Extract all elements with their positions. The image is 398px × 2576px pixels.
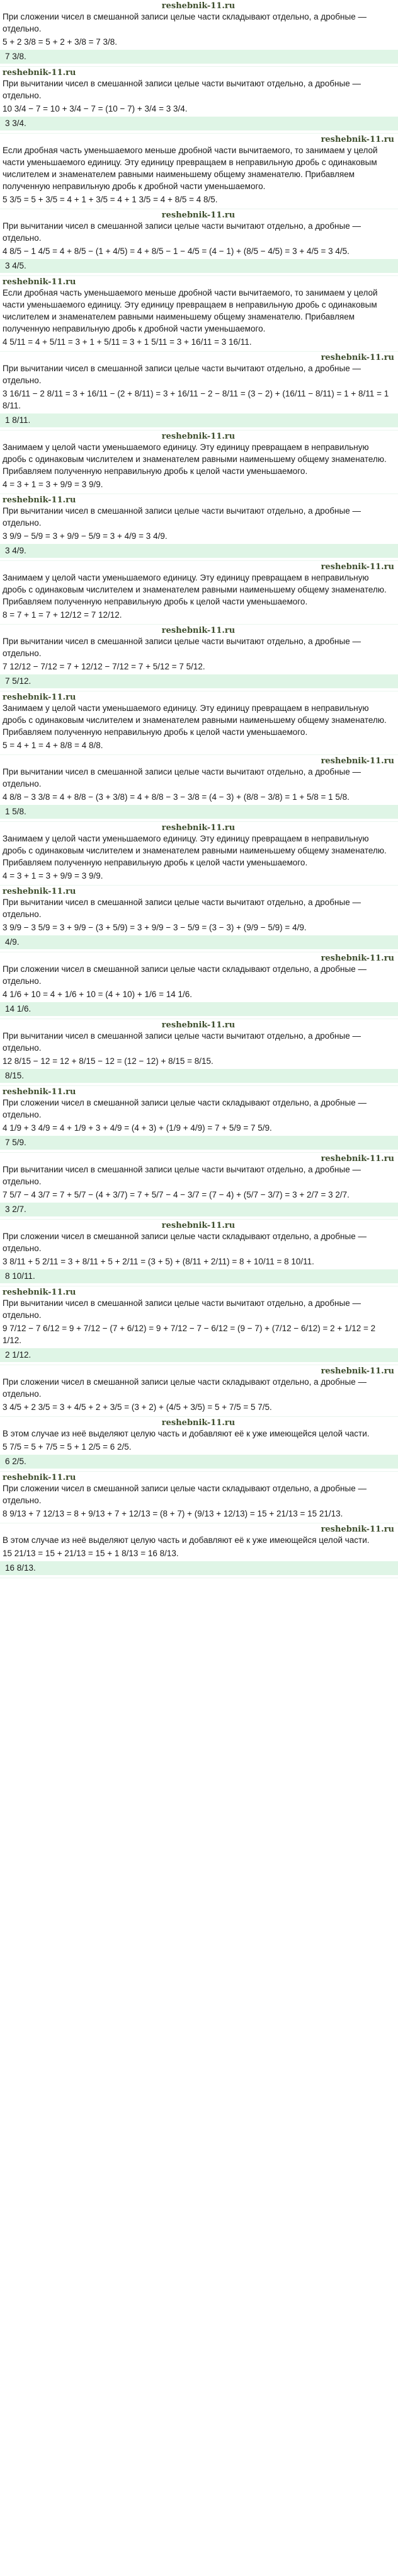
answer: 14 1/6. [0, 1002, 398, 1016]
solution-block [0, 886, 398, 952]
watermark: reshebnik-11.ru [3, 68, 76, 78]
answer: 3 4/9. [0, 544, 398, 558]
solution-block [0, 209, 398, 276]
watermark: reshebnik-11.ru [3, 1288, 76, 1297]
math-expression: 3 9/9 − 3 5/9 = 3 + 9/9 − (3 + 5/9) = 3 + 9/9 − 3 − 5/9 = (3 − 3) + (9/9 − 5/9) = 4/9. [3, 923, 307, 932]
watermark: reshebnik-11.ru [161, 823, 236, 833]
watermark: reshebnik-11.ru [161, 626, 236, 635]
explanation-text: В этом случае из неё выделяют целую часть и добавляют её к уже имеющейся целой части. [3, 1535, 370, 1545]
explanation-text: При сложении чисел в смешанной записи целые части складывают отдельно, а дробные — отдельно. [3, 964, 367, 986]
watermark: reshebnik-11.ru [161, 1020, 236, 1030]
explanation-text: Занимаем у целой части уменьшаемого единицу. Эту единицу превращаем в неправильную дробь с одинаковым числителем и знаменателем равными наименьшему общему знаменателю. Прибавляем полученную неправильную дробь к целой части уменьшаемого. [3, 703, 387, 737]
answer: 7 5/12. [0, 674, 398, 688]
solution-block [0, 134, 398, 209]
math-expression: 4 5/11 = 4 + 5/11 = 3 + 1 + 5/11 = 3 + 1 5/11 = 3 + 16/11 = 3 16/11. [3, 337, 252, 347]
math-expression: 8 = 7 + 1 = 7 + 12/12 = 7 12/12. [3, 610, 122, 620]
explanation-text: При вычитании чисел в смешанной записи целые части вычитают отдельно, а дробные — отдельно. [3, 221, 361, 243]
answer: 1 5/8. [0, 805, 398, 819]
explanation-text: При сложении чисел в смешанной записи целые части складывают отдельно, а дробные — отдельно. [3, 1484, 367, 1505]
math-expression: 3 4/5 + 2 3/5 = 3 + 4/5 + 2 + 3/5 = (3 + 2) + (4/5 + 3/5) = 5 + 7/5 = 5 7/5. [3, 1402, 272, 1412]
explanation-text: При вычитании чисел в смешанной записи целые части вычитают отдельно, а дробные — отдельно. [3, 1298, 361, 1320]
explanation-text: При вычитании чисел в смешанной записи целые части вычитают отдельно, а дробные — отдельно. [3, 79, 361, 100]
math-expression: 12 8/15 − 12 = 12 + 8/15 − 12 = (12 − 12) + 8/15 = 8/15. [3, 1056, 213, 1066]
solution-block [0, 755, 398, 822]
solution-block [0, 430, 398, 494]
explanation-text: В этом случае из неё выделяют целую часть и добавляют её к уже имеющейся целой части. [3, 1429, 370, 1438]
solution-block [0, 625, 398, 691]
explanation-text: При вычитании чисел в смешанной записи целые части вычитают отдельно, а дробные — отдельно. [3, 506, 361, 528]
watermark: reshebnik-11.ru [3, 693, 76, 702]
math-expression: 8 9/13 + 7 12/13 = 8 + 9/13 + 7 + 12/13 = (8 + 7) + (9/13 + 12/13) = 15 + 21/13 = 15 21/13. [3, 1509, 343, 1518]
solution-block [0, 352, 398, 430]
explanation-text: При сложении чисел в смешанной записи целые части складывают отдельно, а дробные — отдельно. [3, 1098, 367, 1119]
math-expression: 4 = 3 + 1 = 3 + 9/9 = 3 9/9. [3, 871, 103, 881]
answer: 8/15. [0, 1069, 398, 1083]
watermark: reshebnik-11.ru [3, 887, 76, 896]
watermark: reshebnik-11.ru [321, 135, 394, 144]
answer: 3 3/4. [0, 117, 398, 130]
solution-block [0, 822, 398, 886]
watermark: reshebnik-11.ru [161, 1221, 236, 1230]
math-expression: 3 16/11 − 2 8/11 = 3 + 16/11 − (2 + 8/11) = 3 + 16/11 − 2 − 8/11 = (3 − 2) + (16/11 − 8/11) = 1 + 8/11 = 1 8/11. [3, 389, 389, 410]
watermark: reshebnik-11.ru [321, 1154, 394, 1164]
solution-block [0, 1086, 398, 1153]
answer: 1 8/11. [0, 413, 398, 427]
watermark: reshebnik-11.ru [3, 1473, 76, 1482]
explanation-text: При сложении чисел в смешанной записи целые части складывают отдельно, а дробные — отдельно. [3, 1377, 367, 1399]
watermark: reshebnik-11.ru [321, 1366, 394, 1376]
explanation-text: При вычитании чисел в смешанной записи целые части вычитают отдельно, а дробные — отдельно. [3, 898, 361, 919]
solution-block [0, 952, 398, 1019]
answer: 16 8/13. [0, 1561, 398, 1575]
solution-block [0, 276, 398, 352]
watermark: reshebnik-11.ru [321, 353, 394, 362]
solution-block [0, 1523, 398, 1578]
watermark: reshebnik-11.ru [321, 756, 394, 766]
answer: 3 4/5. [0, 259, 398, 273]
solution-block [0, 691, 398, 755]
answer: 7 3/8. [0, 50, 398, 64]
explanation-text: Занимаем у целой части уменьшаемого единицу. Эту единицу превращаем в неправильную дробь с одинаковым числителем и знаменателем равными наименьшему общему знаменателю. Прибавляем полученную неправильную дробь к целой части уменьшаемого. [3, 834, 387, 867]
answer: 4/9. [0, 935, 398, 949]
solution-block [0, 1019, 398, 1086]
explanation-text: При вычитании чисел в смешанной записи целые части вычитают отдельно, а дробные — отдельно. [3, 767, 361, 788]
solution-block [0, 1286, 398, 1365]
explanation-text: При сложении чисел в смешанной записи целые части складывают отдельно, а дробные — отдельно. [3, 1232, 367, 1253]
explanation-text: Если дробная часть уменьшаемого меньше дробной части вычитаемого, то занимаем у целой части уменьшаемого единицу. Эту единицу превращаем в неправильную дробь с одинаковым числителем и знаменателем равными наименьшему общему знаменателю. Прибавляем полученную неправильную дробь к дробной части уменьшаемого. [3, 146, 378, 191]
answer: 7 5/9. [0, 1136, 398, 1150]
watermark: reshebnik-11.ru [161, 211, 236, 220]
math-expression: 10 3/4 − 7 = 10 + 3/4 − 7 = (10 − 7) + 3/4 = 3 3/4. [3, 104, 188, 113]
solution-block [0, 67, 398, 134]
watermark: reshebnik-11.ru [321, 1525, 394, 1534]
watermark: reshebnik-11.ru [3, 495, 76, 505]
solution-block [0, 0, 398, 67]
answer: 6 2/5. [0, 1455, 398, 1469]
answer: 2 1/12. [0, 1348, 398, 1362]
explanation-text: При вычитании чисел в смешанной записи целые части вычитают отдельно, а дробные — отдельно. [3, 1031, 361, 1053]
math-expression: 5 7/5 = 5 + 7/5 = 5 + 1 2/5 = 6 2/5. [3, 1442, 132, 1452]
watermark: reshebnik-11.ru [161, 1418, 236, 1428]
math-expression: 4 = 3 + 1 = 3 + 9/9 = 3 9/9. [3, 480, 103, 489]
explanation-text: При вычитании чисел в смешанной записи целые части вычитают отдельно, а дробные — отдельно. [3, 364, 361, 385]
math-expression: 9 7/12 − 7 6/12 = 9 + 7/12 − (7 + 6/12) = 9 + 7/12 − 7 − 6/12 = (9 − 7) + (7/12 − 6/12) = 2 + 1/12 = 2 1/12. [3, 1324, 376, 1345]
explanation-text: Занимаем у целой части уменьшаемого единицу. Эту единицу превращаем в неправильную дробь с одинаковым числителем и знаменателем равными наименьшему общему знаменателю. Прибавляем полученную неправильную дробь к целой части уменьшаемого. [3, 442, 387, 476]
math-expression: 4 8/5 − 1 4/5 = 4 + 8/5 − (1 + 4/5) = 4 + 8/5 − 1 − 4/5 = (4 − 1) + (8/5 − 4/5) = 3 + 4/5 = 3 4/5. [3, 246, 350, 256]
watermark: reshebnik-11.ru [321, 562, 394, 572]
math-expression: 5 + 2 3/8 = 5 + 2 + 3/8 = 7 3/8. [3, 37, 118, 47]
explanation-text: При вычитании чисел в смешанной записи целые части вычитают отдельно, а дробные — отдельно. [3, 637, 361, 658]
explanation-text: При сложении чисел в смешанной записи целые части складывают отдельно, а дробные — отдельно. [3, 12, 367, 33]
math-expression: 5 3/5 = 5 + 3/5 = 4 + 1 + 3/5 = 4 + 1 3/5 = 4 + 8/5 = 4 8/5. [3, 195, 218, 204]
watermark: reshebnik-11.ru [161, 432, 236, 441]
solution-block [0, 1365, 398, 1417]
math-expression: 4 8/8 − 3 3/8 = 4 + 8/8 − (3 + 3/8) = 4 + 8/8 − 3 − 3/8 = (4 − 3) + (8/8 − 3/8) = 1 + 5/8 = 1 5/8. [3, 792, 350, 802]
watermark: reshebnik-11.ru [321, 954, 394, 963]
answer: 8 10/11. [0, 1269, 398, 1283]
solution-block [0, 494, 398, 561]
solution-block [0, 1417, 398, 1472]
explanation-text: Если дробная часть уменьшаемого меньше дробной части вычитаемого, то занимаем у целой части уменьшаемого единицу. Эту единицу превращаем в неправильную дробь с одинаковым числителем и знаменателем равными наименьшему общему знаменателю. Прибавляем полученную неправильную дробь к дробной части уменьшаемого. [3, 288, 378, 333]
watermark: reshebnik-11.ru [161, 1, 236, 11]
watermark: reshebnik-11.ru [3, 1087, 76, 1097]
math-expression: 4 1/9 + 3 4/9 = 4 + 1/9 + 3 + 4/9 = (4 + 3) + (1/9 + 4/9) = 7 + 5/9 = 7 5/9. [3, 1123, 272, 1133]
explanation-text: Занимаем у целой части уменьшаемого единицу. Эту единицу превращаем в неправильную дробь с одинаковым числителем и знаменателем равными наименьшему общему знаменателю. Прибавляем полученную неправильную дробь к целой части уменьшаемого. [3, 573, 387, 606]
math-expression: 7 12/12 − 7/12 = 7 + 12/12 − 7/12 = 7 + 5/12 = 7 5/12. [3, 662, 205, 671]
solution-block [0, 1220, 398, 1286]
math-expression: 4 1/6 + 10 = 4 + 1/6 + 10 = (4 + 10) + 1/6 = 14 1/6. [3, 990, 192, 999]
solution-block [0, 1472, 398, 1523]
solution-block [0, 1153, 398, 1220]
math-expression: 7 5/7 − 4 3/7 = 7 + 5/7 − (4 + 3/7) = 7 + 5/7 − 4 − 3/7 = (7 − 4) + (5/7 − 3/7) = 3 + 2/7 = 3 2/7. [3, 1190, 350, 1199]
solution-block [0, 561, 398, 625]
math-expression: 3 9/9 − 5/9 = 3 + 9/9 − 5/9 = 3 + 4/9 = 3 4/9. [3, 531, 168, 541]
math-expression: 3 8/11 + 5 2/11 = 3 + 8/11 + 5 + 2/11 = (3 + 5) + (8/11 + 2/11) = 8 + 10/11 = 8 10/11. [3, 1257, 314, 1266]
watermark: reshebnik-11.ru [3, 277, 76, 287]
math-expression: 15 21/13 = 15 + 21/13 = 15 + 1 8/13 = 16 8/13. [3, 1549, 179, 1558]
answer: 3 2/7. [0, 1203, 398, 1216]
explanation-text: При вычитании чисел в смешанной записи целые части вычитают отдельно, а дробные — отдельно. [3, 1165, 361, 1186]
math-expression: 5 = 4 + 1 = 4 + 8/8 = 4 8/8. [3, 741, 103, 750]
